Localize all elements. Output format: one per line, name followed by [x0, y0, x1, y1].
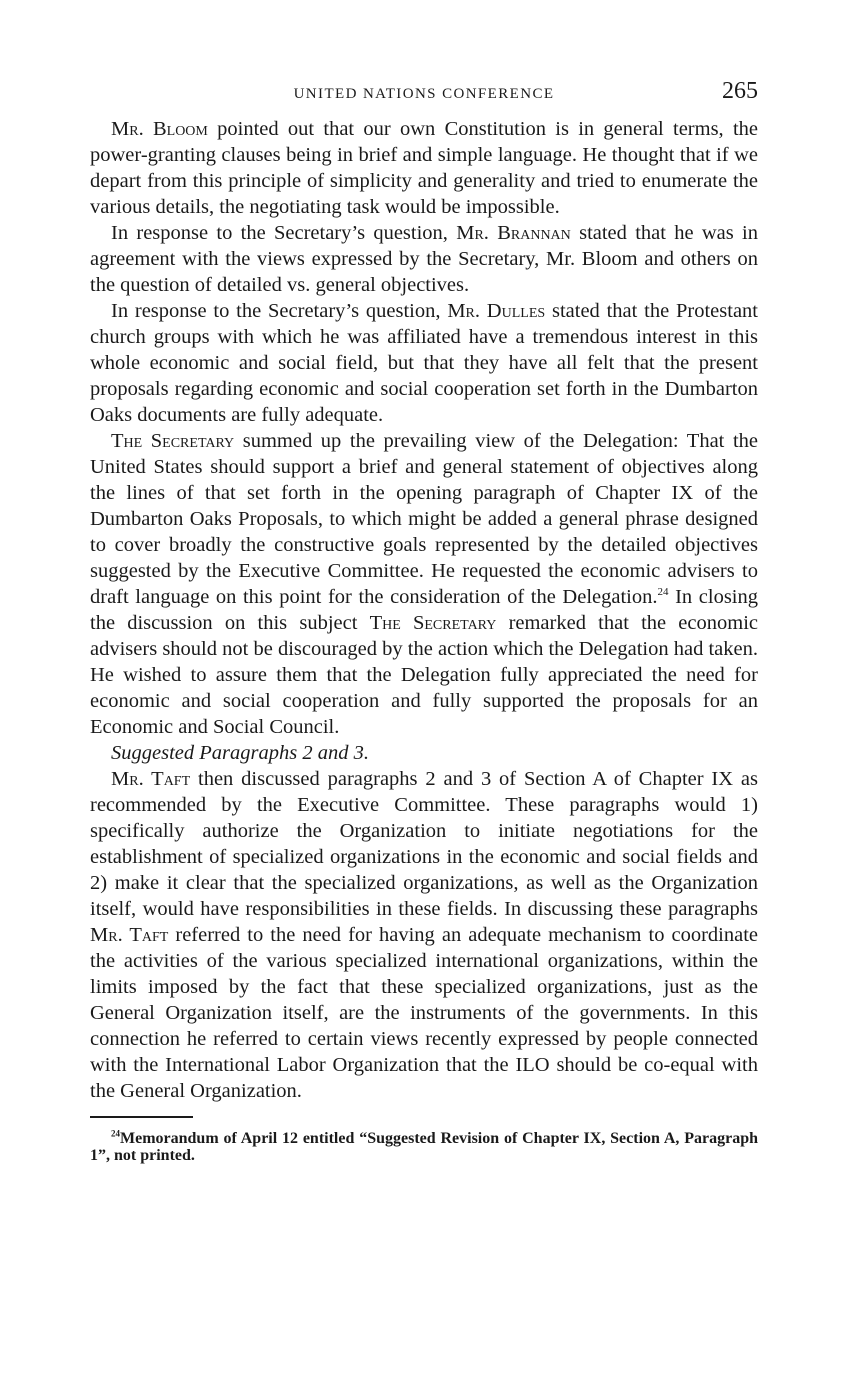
footnote: [90, 1130, 758, 1164]
paragraph-text: then discussed paragraphs 2 and 3 of Section A of Chapter IX as recommended by the Executive Committee. These paragraphs would 1) specifically authorize the Organization to initiate negotiations for the establishment of specialized organizations in the economic and social fields and 2) make it clear that the specialized organizations, as well as the Organization itself, would have responsibilities in these fields. In discussing these paragraphs: [90, 768, 758, 920]
footnote-text: Memorandum of April 12 entitled “Suggested Revision of Chapter IX, Section A, Paragraph 1”, not printed.: [90, 1130, 758, 1164]
document-page: [90, 78, 758, 1164]
speaker-name: The Secretary: [111, 430, 235, 452]
paragraph-text: stated that he was in agreement with the views expressed by the Secretary, Mr. Bloom and others on the question of detailed vs. general objectives.: [90, 222, 759, 296]
running-title: UNITED NATIONS CONFERENCE: [293, 86, 555, 102]
speaker-name: The Secretary: [369, 612, 497, 634]
speaker-name: Mr. Dulles: [447, 300, 546, 322]
speaker-name: Mr. Taft: [90, 924, 169, 946]
paragraph-text: In closing the discussion on this subject: [90, 586, 758, 634]
running-head: [90, 78, 758, 114]
speaker-name: Mr. Bloom: [111, 118, 208, 140]
page-number: 265: [722, 78, 758, 104]
footnote-marker: 24: [111, 1128, 120, 1139]
paragraph-text: referred to the need for having an adequate mechanism to coordinate the activities of the various specialized international organizations, within the limits imposed by the fact that these specialized organizations, just as the General Organization itself, are the instruments of the governments. In this connection he referred to certain views recently expressed by people connected with the International Labor Organization that the ILO should be co-equal with the General Organization.: [90, 924, 759, 1102]
paragraph-bloom: [90, 116, 758, 220]
paragraph-text: summed up the prevailing view of the Delegation: That the United States should support a brief and general statement of objectives along the lines of that set forth in the opening paragraph of Chapter IX of the Dumbarton Oaks Proposals, to which might be added a general phrase designed to cover broadly the constructive goals represented by the detailed objectives suggested by the Executive Committee. He requested the economic advisers to draft language on this point for the consideration of the Delegation.: [90, 430, 758, 608]
paragraph-dulles: [90, 298, 758, 428]
paragraph-lead: In response to the Secretary’s question,: [111, 300, 448, 322]
paragraph-taft: [90, 766, 758, 1104]
paragraph-text: remarked that the economic advisers should not be discouraged by the action which the Delegation had taken. He wished to assure them that the Delegation fully appreciated the need for economic and social cooperation and fully supported the proposals for an Economic and Social Council.: [90, 612, 758, 738]
footnote-divider: [90, 1116, 193, 1118]
paragraph-text: stated that the Protestant church groups with which he was affiliated have a tremendous interest in this whole economic and social field, but that they have all felt that the present proposals regarding economic and social cooperation set forth in the Dumbarton Oaks documents are fully adequate.: [90, 300, 758, 426]
paragraph-brannan: [90, 220, 758, 298]
speaker-name: Mr. Taft: [111, 768, 191, 790]
speaker-name: Mr. Brannan: [456, 222, 571, 244]
paragraph-lead: In response to the Secretary’s question,: [111, 222, 457, 244]
section-subheading: Suggested Paragraphs 2 and 3.: [111, 742, 369, 764]
paragraph-text: pointed out that our own Constitution is in general terms, the power-granting clauses being in brief and simple language. He thought that if we depart from this principle of simplicity and generality and tried to enumerate the various details, the negotiating task would be impossible.: [90, 118, 758, 218]
paragraph-secretary-summary: [90, 428, 758, 740]
footnote-reference: 24: [657, 586, 669, 599]
